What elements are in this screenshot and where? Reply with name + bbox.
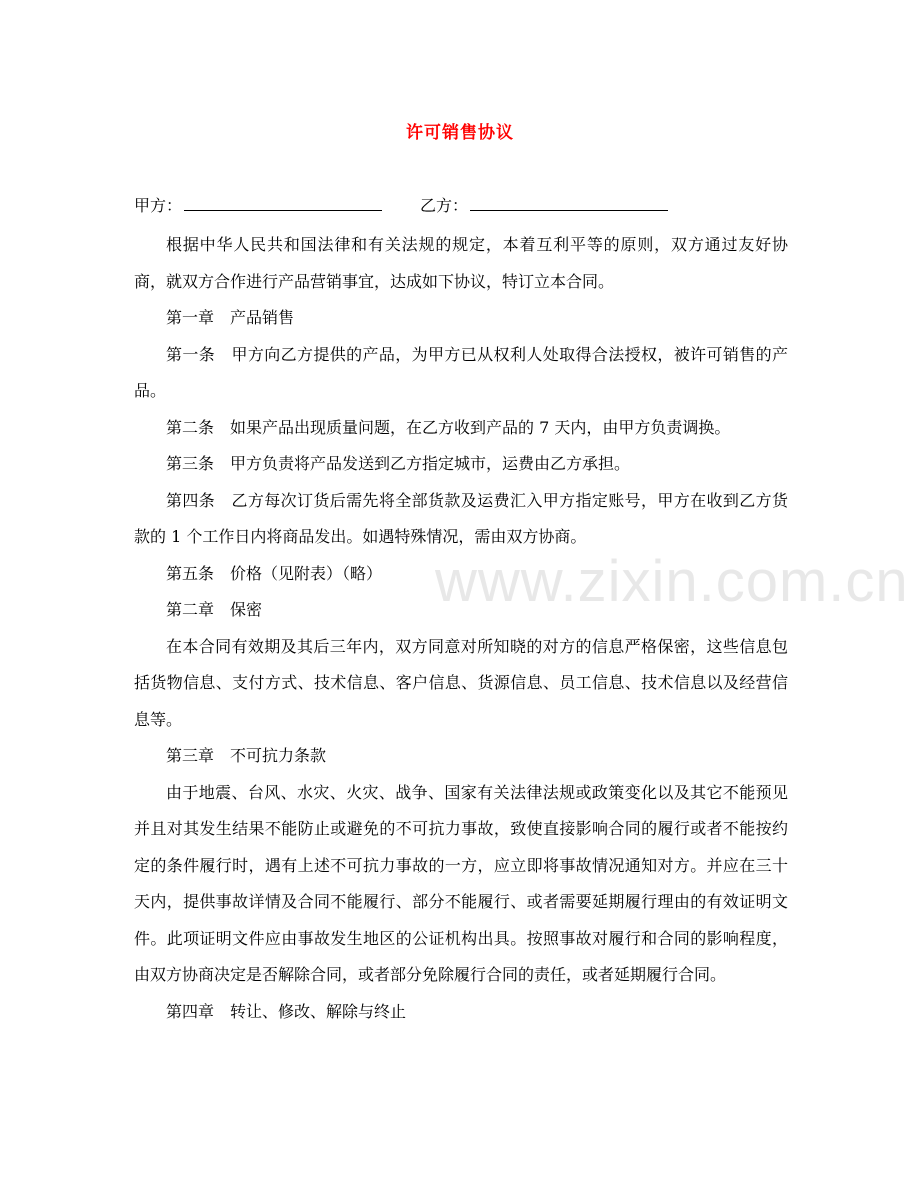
- article-paragraph: 第一条 甲方向乙方提供的产品，为甲方已从权利人处取得合法授权，被许可销售的产品。: [134, 344, 788, 400]
- document-body: [134, 227, 788, 1030]
- chapter-heading: 第三章 不可抗力条款: [166, 746, 327, 765]
- watermark: www.zixin.com.cn: [435, 549, 909, 614]
- article-paragraph: 第五条 价格（见附表）（略）: [166, 563, 383, 583]
- party-b-label: 乙方：: [420, 196, 469, 215]
- party-a-blank: [184, 194, 382, 211]
- article-paragraph: 第三条 甲方负责将产品发送到乙方指定城市，运费由乙方承担。: [166, 454, 631, 473]
- article-paragraph: 第二条 如果产品出现质量问题，在乙方收到产品的 7 天内，由甲方负责调换。: [166, 417, 731, 437]
- parties-line: [134, 193, 668, 216]
- chapter-heading: 第四章 转让、修改、解除与终止: [166, 1001, 407, 1021]
- paragraph: 由于地震、台风、水灾、火灾、战争、国家有关法律法规或政策变化以及其它不能预见并且对其发生结果不能防止或避免的不可抗力事故，致使直接影响合同的履行或者不能按约定的条件履行时，遇有上述不可抗力事故的一方，应立即将事故情况通知对方。并应在三十天内，提供事故详情及合同不能履行、部分不能履行、或者需要延期履行理由的有效证明文件。此项证明文件应由事故发生地区的公证机构出具。按照事故对履行和合同的影响程度，由双方协商决定是否解除合同，或者部分免除履行合同的责任，或者延期履行合同。: [134, 782, 788, 984]
- party-a-label: 甲方：: [134, 196, 183, 215]
- chapter-heading: 第二章 保密: [166, 600, 263, 619]
- paragraph: 在本合同有效期及其后三年内，双方同意对所知晓的对方的信息严格保密，这些信息包括货物信息、支付方式、技术信息、客户信息、货源信息、员工信息、技术信息以及经营信息等。: [134, 636, 788, 729]
- party-b-blank: [470, 194, 668, 211]
- document-title: 许可销售协议: [406, 123, 514, 143]
- paragraph: 根据中华人民共和国法律和有关法规的规定，本着互利平等的原则，双方通过友好协商，就双方合作进行产品营销事宜，达成如下协议，特订立本合同。: [134, 235, 788, 291]
- chapter-heading: 第一章 产品销售: [166, 308, 295, 327]
- article-paragraph: 第四条 乙方每次订货后需先将全部货款及运费汇入甲方指定账号，甲方在收到乙方货款的 1 个工作日内将商品发出。如遇特殊情况，需由双方协商。: [134, 490, 788, 546]
